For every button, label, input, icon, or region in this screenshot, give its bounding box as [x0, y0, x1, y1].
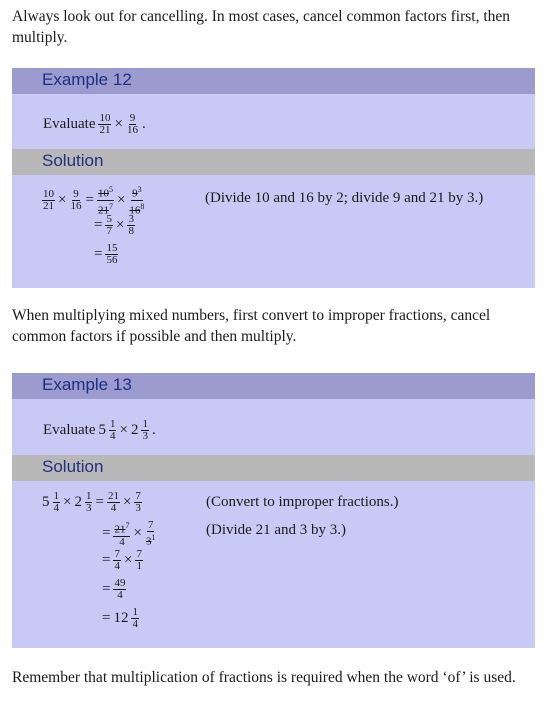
evaluate-label: Evaluate: [43, 116, 96, 132]
example-12-title: Example 12: [42, 70, 132, 89]
example-13-header: [12, 373, 535, 399]
solution-title: Solution: [42, 151, 104, 170]
example-13-title: Example 13: [42, 375, 132, 394]
example-13-step-3: = $\frac{7}{4}$ × $\frac{7}{1}$: [102, 548, 142, 572]
example-13-box: [12, 373, 535, 648]
example-12-box: [12, 68, 535, 288]
fraction: $\frac{10}{21}$: [99, 112, 111, 136]
example-12-header: [12, 68, 535, 94]
example-13-step-5: = 12 $\frac{1}{4}$: [102, 606, 138, 630]
closing-paragraph: Remember that multiplication of fractions is required when the word ‘of’ is used.: [12, 669, 516, 686]
fraction: $\frac{9}{16}$: [126, 112, 138, 136]
example-12-step-2: = $\frac{5}{7}$ × $\frac{3}{8}$: [94, 213, 134, 237]
middle-paragraph: When multiplying mixed numbers, first convert to improper fractions, cancel common factors if possible and then multiply.: [12, 307, 491, 345]
example-12-question: Evaluate $\frac{10}{21}$ × $\frac{9}{16}$ .: [43, 112, 146, 136]
evaluate-label: Evaluate: [43, 422, 96, 438]
example-13-question: Evaluate 5 $\frac{1}{4}$ × 2 $\frac{1}{3}$ .: [43, 418, 156, 442]
example-13-note-1: (Convert to improper fractions.): [206, 494, 399, 510]
example-13-step-2: = $\frac{21^7}{4}$ × $\frac{7}{3^1}$: [102, 519, 156, 548]
solution-title: Solution: [42, 457, 104, 476]
example-12-solution-header: [12, 149, 535, 175]
example-12-step-3: = $\frac{15}{56}$: [94, 242, 118, 266]
example-13-note-2: (Divide 21 and 3 by 3.): [206, 522, 346, 538]
example-13-step-1: 5 $\frac{1}{4}$ × 2 $\frac{1}{3}$ = $\frac{21}{4}$ × $\frac{7}{3}$: [42, 490, 141, 514]
example-13-solution-header: [12, 455, 535, 481]
intro-paragraph: Always look out for cancelling. In most cases, cancel common factors first, then multiply.: [12, 8, 511, 46]
example-12-step-1: $\frac{10}{21}$ × $\frac{9}{16}$ = $\frac{10^5}{21^7}$ × $\frac{9^3}{16^8}$: [43, 185, 145, 217]
example-13-step-4: = $\frac{49}{4}$: [102, 577, 126, 601]
example-12-note: (Divide 10 and 16 by 2; divide 9 and 21 by 3.): [205, 190, 484, 206]
